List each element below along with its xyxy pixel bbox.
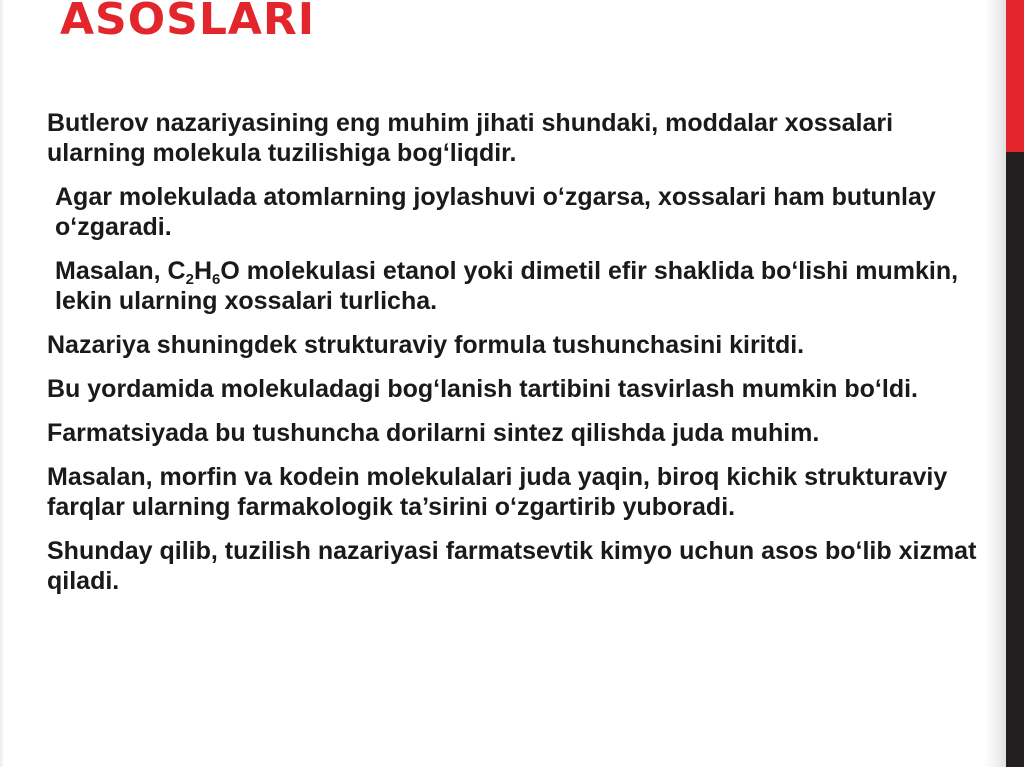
paragraph-4: Nazariya shuningdek strukturaviy formula tushunchasini kiritdi.	[47, 331, 805, 359]
paragraph-3-h: H	[193, 257, 213, 285]
slide-left-edge	[0, 0, 4, 767]
paragraph-7: Masalan, morfin va kodein molekulalari juda yaqin, biroq kichik strukturaviy farqlar ularning farmakologik ta’sirini o‘zgartirib yuboradi.	[47, 463, 948, 521]
paragraph-6: Farmatsiyada bu tushuncha dorilarni sintez qilishda juda muhim.	[47, 419, 820, 447]
subscript-2: 2	[185, 271, 194, 288]
paragraph-5: Bu yordamida molekuladagi bog‘lanish tartibini tasvirlash mumkin bo‘ldi.	[47, 375, 918, 403]
accent-bar-red	[1006, 0, 1024, 152]
paragraph-8: Shunday qilib, tuzilish nazariyasi farmatsevtik kimyo uchun asos bo‘lib xizmat qiladi.	[47, 537, 977, 595]
paragraph-3-start: Masalan, C	[55, 257, 186, 285]
slide-body	[47, 108, 977, 610]
accent-bar-dark	[1006, 152, 1024, 767]
slide-title: ASOSLARI	[60, 0, 316, 45]
subscript-6: 6	[212, 271, 221, 288]
paragraph-3-end: O molekulasi etanol yoki dimetil efir shaklida bo‘lishi mumkin, lekin ularning xossalari turlicha.	[55, 257, 959, 315]
paragraph-3	[47, 256, 977, 316]
paragraph-1: Butlerov nazariyasining eng muhim jihati shundaki, moddalar xossalari ularning molekula tuzilishiga bog‘liqdir.	[47, 109, 894, 167]
paragraph-2: Agar molekulada atomlarning joylashuvi o‘zgarsa, xossalari ham butunlay o‘zgaradi.	[55, 183, 936, 241]
slide-fold-shadow	[984, 0, 1006, 767]
